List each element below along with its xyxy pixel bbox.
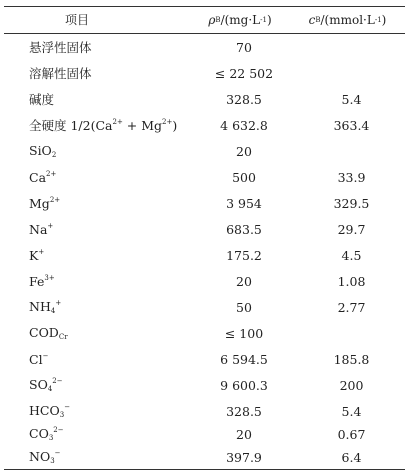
mass-value: 70 xyxy=(236,39,252,55)
table-row xyxy=(4,216,405,242)
table-row xyxy=(4,34,405,60)
mass-value: 4 632.8 xyxy=(220,117,268,133)
row-label: K+ xyxy=(29,247,45,263)
row-label: 悬浮性固体 xyxy=(29,40,92,55)
molar-value: 2.77 xyxy=(337,299,366,315)
row-label: $HCO_3^-$ xyxy=(29,403,71,419)
row-label: $Ca^{2+}$ xyxy=(29,169,57,185)
molar-value: 1.08 xyxy=(337,273,366,289)
table-row xyxy=(4,60,405,86)
molar-value: 5.4 xyxy=(341,403,362,419)
row-label: Cl− xyxy=(29,351,49,367)
row-label: $NH_4^+$ xyxy=(29,299,62,315)
mass-value: 9 600.3 xyxy=(220,377,268,393)
table-row xyxy=(4,242,405,268)
mass-value: 175.2 xyxy=(226,247,262,263)
molar-value: 200 xyxy=(339,377,364,393)
row-label: $Fe^{3+}$ xyxy=(29,273,55,289)
row-label: 溶解性固体 xyxy=(29,66,92,81)
molar-value: 33.9 xyxy=(337,169,366,185)
row-label: $NO_3^-$ xyxy=(29,449,61,465)
molar-value: 363.4 xyxy=(333,117,370,133)
molar-value: 6.4 xyxy=(341,449,362,465)
mass-value: 683.5 xyxy=(226,221,262,237)
table-row xyxy=(4,138,405,164)
molar-value: 5.4 xyxy=(341,91,362,107)
table-row xyxy=(4,112,405,138)
row-label: 全硬度 $1/2(Ca^{2+} + Mg^{2+})$ xyxy=(29,118,178,133)
row-label: Na+ xyxy=(29,221,54,237)
mass-value: 328.5 xyxy=(226,91,262,107)
table-row xyxy=(4,190,405,216)
molar-value: 4.5 xyxy=(341,247,362,263)
row-label: SiO$_2$ xyxy=(29,143,57,159)
mass-value: ≤ 100 xyxy=(224,325,264,341)
mass-value: ≤ 22 502 xyxy=(214,65,274,81)
row-label: $COD_{Cr}$ xyxy=(29,325,68,341)
molar-value: 329.5 xyxy=(333,195,370,211)
mass-value: 328.5 xyxy=(226,403,262,419)
mass-value: 500 xyxy=(232,169,256,185)
mass-value: 20 xyxy=(236,143,252,159)
table-row xyxy=(4,372,405,398)
mass-value: 6 594.5 xyxy=(220,351,268,367)
table-bottom-rule xyxy=(4,469,405,470)
mass-value: 20 xyxy=(236,273,252,289)
table-row xyxy=(4,86,405,112)
header-mass-concentration: ρ B /(mg·L -1 ) xyxy=(208,12,272,27)
mass-value: 3 954 xyxy=(226,195,262,211)
table-row xyxy=(4,346,405,372)
row-label: 碱度 xyxy=(29,92,55,107)
table-row xyxy=(4,164,405,190)
row-label: $SO_4^{2-}$ xyxy=(29,377,63,393)
table-row xyxy=(4,320,405,346)
molar-value: 0.67 xyxy=(337,426,366,442)
header-molar-concentration: c B /(mmol·L -1 ) xyxy=(308,12,387,27)
table-row xyxy=(4,268,405,294)
row-label: $Mg^{2+}$ xyxy=(29,195,61,211)
molar-value: 185.8 xyxy=(333,351,370,367)
mass-value: 397.9 xyxy=(226,449,262,465)
header-item: 项目 xyxy=(64,13,89,27)
row-label: $CO_3^{2-}$ xyxy=(29,426,64,442)
mass-value: 20 xyxy=(236,426,252,442)
mass-value: 50 xyxy=(236,299,252,315)
table-row xyxy=(4,444,405,470)
table-row xyxy=(4,294,405,320)
molar-value: 29.7 xyxy=(337,221,366,237)
